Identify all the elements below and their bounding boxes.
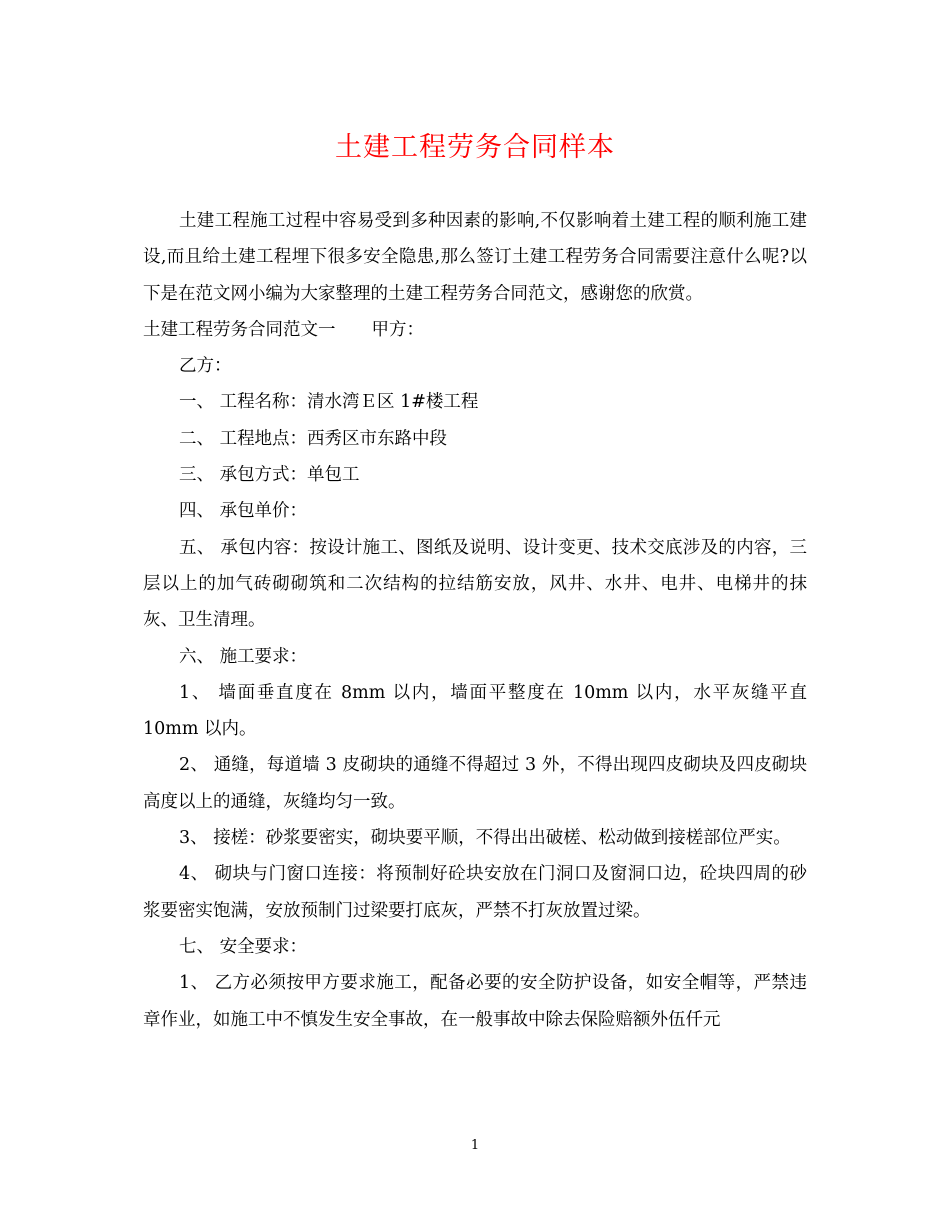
clause-project-location: 二、 工程地点：西秀区市东路中段 bbox=[179, 428, 448, 449]
section-title: 土建工程劳务合同范文一 bbox=[143, 319, 336, 340]
section-heading-line bbox=[143, 312, 807, 348]
page-number: 1 bbox=[470, 1138, 480, 1153]
requirement-item: 1、 墙面垂直度在 8mm 以内，墙面平整度在 10mm 以内，水平灰缝平直 10mm 以内。 bbox=[143, 682, 807, 740]
document-body bbox=[143, 203, 807, 1038]
requirement-item: 4、 砌块与门窗口连接：将预制好砼块安放在门洞口及窗洞口边，砼块四周的砂浆要密实饱满，安放预制门过梁要打底灰，严禁不打灰放置过梁。 bbox=[143, 864, 807, 921]
requirement-item: 3、 接槎：砂浆要密实，砌块要平顺，不得出出破槎、松动做到接槎部位严实。 bbox=[179, 828, 791, 849]
party-a-label: 甲方： bbox=[371, 319, 424, 340]
clause-contract-method: 三、 承包方式：单包工 bbox=[179, 465, 360, 486]
clause-safety-requirements: 七、 安全要求： bbox=[179, 936, 308, 957]
clause-construction-requirements: 六、 施工要求： bbox=[179, 646, 308, 667]
intro-paragraph: 土建工程施工过程中容易受到多种因素的影响,不仅影响着土建工程的顺利施工建设,而且给土建工程埋下很多安全隐患,那么签订土建工程劳务合同需要注意什么呢?以下是在范文网小编为大家整理的土建工程劳务合同范文，感谢您的欣赏。 bbox=[143, 211, 807, 304]
safety-item: 1、 乙方必须按甲方要求施工，配备必要的安全防护设备，如安全帽等，严禁违章作业，如施工中不慎发生安全事故，在一般事故中除去保险赔额外伍仟元 bbox=[143, 973, 807, 1030]
party-b-label: 乙方： bbox=[179, 356, 232, 377]
requirement-item: 2、 通缝，每道墙 3 皮砌块的通缝不得超过 3 外，不得出现四皮砌块及四皮砌块高度以上的通缝，灰缝均匀一致。 bbox=[143, 755, 807, 812]
document-title: 土建工程劳务合同样本 bbox=[335, 132, 615, 163]
clause-unit-price: 四、 承包单价： bbox=[179, 501, 308, 522]
clause-project-name: 一、 工程名称：清水湾Ｅ区 1#楼工程 bbox=[179, 392, 479, 413]
clause-scope: 五、 承包内容：按设计施工、图纸及说明、设计变更、技术交底涉及的内容，三层以上的加气砖砌砌筑和二次结构的拉结筋安放，风井、水井、电井、电梯井的抹灰、卫生清理。 bbox=[143, 537, 807, 631]
